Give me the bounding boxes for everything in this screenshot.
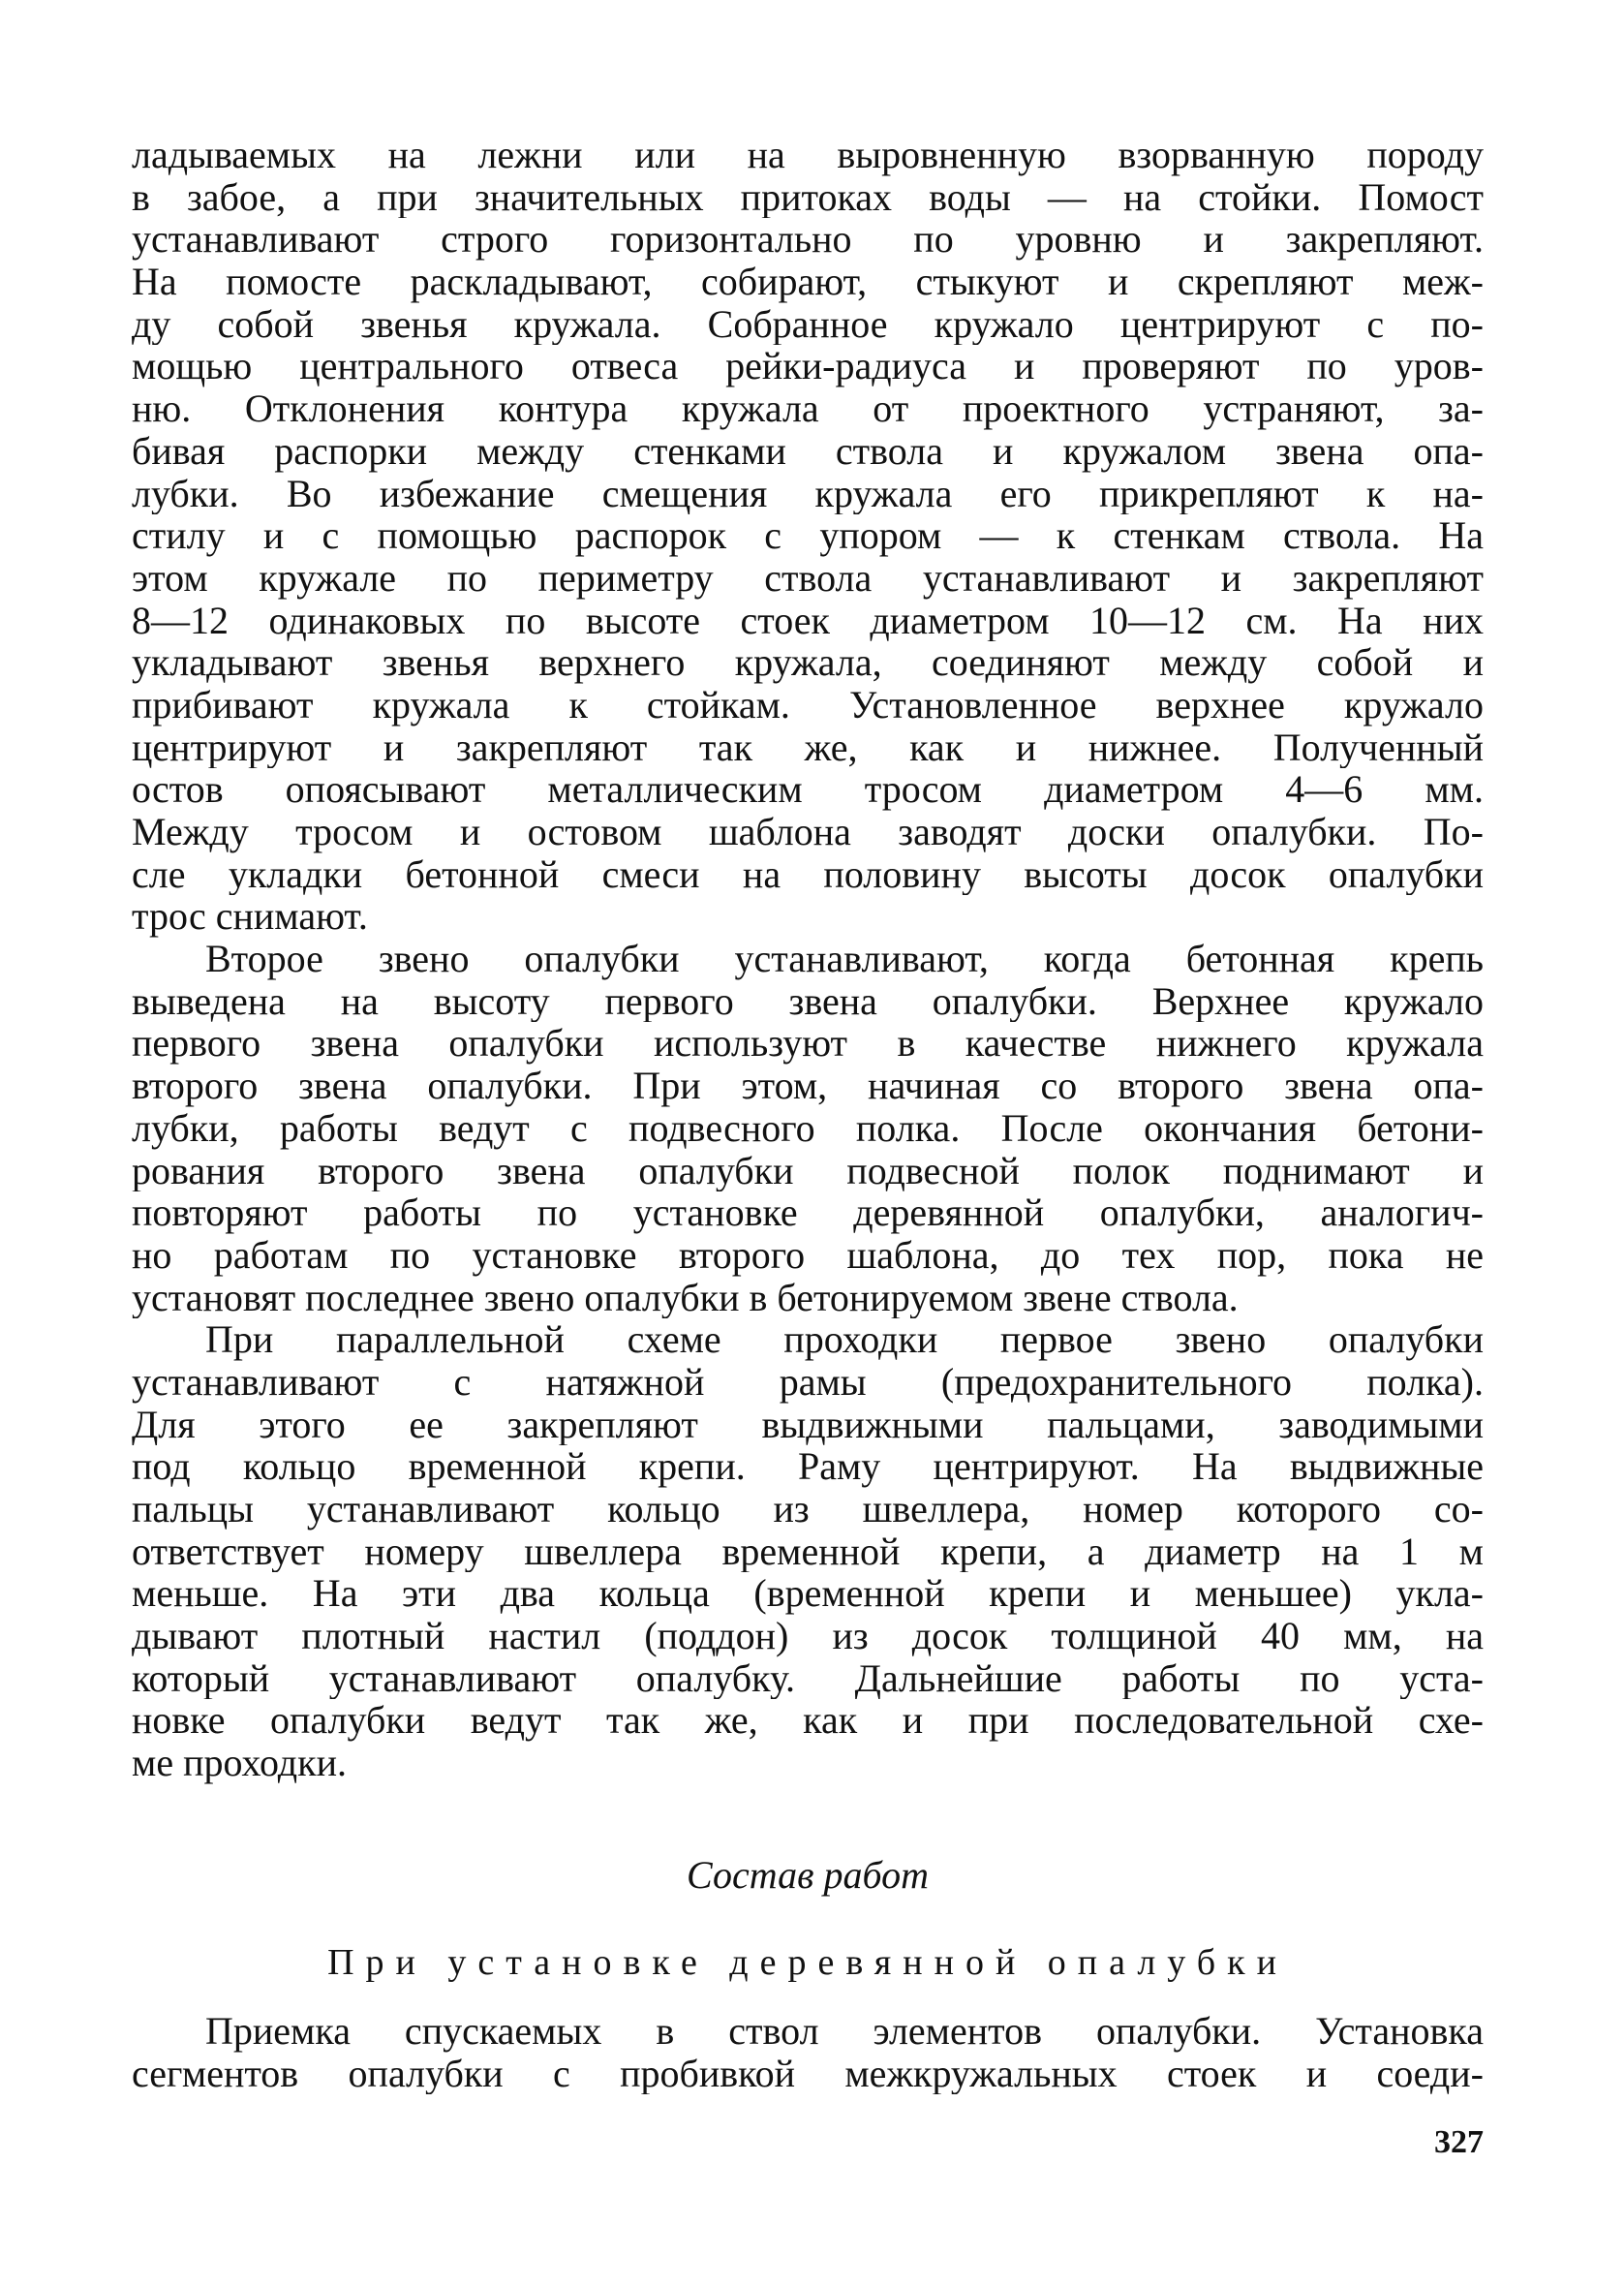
text-line: второго звена опалубки. При этом, начиная со второго звена опа- bbox=[132, 1065, 1484, 1107]
text-line: бивая распорки между стенками ствола и кружалом звена опа- bbox=[132, 429, 1484, 473]
text-line: мощью центрального отвеса рейки-радиуса и проверяют по уров- bbox=[132, 345, 1484, 388]
text-line: ню. Отклонения контура кружала от проектного устраняют, за- bbox=[132, 387, 1484, 430]
text-line: выведена на высоту первого звена опалубки. Верхнее кружало bbox=[132, 979, 1484, 1023]
paragraph bbox=[132, 938, 1484, 1318]
text-line: ладываемых на лежни или на выровненную взорванную породу bbox=[132, 134, 1484, 176]
text-line: устанавливают с натяжной рамы (предохранительного полка). bbox=[132, 1360, 1484, 1404]
text-line: в забое, а при значительных притоках воды — на стойки. Помост bbox=[132, 175, 1484, 219]
text-line: ду собой звенья кружала. Собранное кружало центрируют с по- bbox=[132, 302, 1484, 346]
text-line: меньше. На эти два кольца (временной крепи и меньшее) укла- bbox=[132, 1572, 1484, 1616]
text-line: установят последнее звено опалубки в бетонируемом звене ствола. bbox=[132, 1276, 1239, 1319]
text-line: под кольцо временной крепи. Раму центрируют. На выдвижные bbox=[132, 1445, 1484, 1488]
paragraph bbox=[132, 1318, 1484, 1784]
text-line: дывают плотный настил (поддон) из досок толщиной 40 мм, на bbox=[132, 1615, 1484, 1657]
text-line: рования второго звена опалубки подвесной полок поднимают и bbox=[132, 1149, 1484, 1192]
text-line: пальцы устанавливают кольцо из швеллера, номер которого со- bbox=[132, 1488, 1484, 1530]
subsection-heading: При установке деревянной опалубки bbox=[327, 1942, 1288, 1983]
text-line: новке опалубки ведут так же, как и при последовательной схе- bbox=[132, 1699, 1484, 1743]
text-line: повторяют работы по установке деревянной опалубки, аналогич- bbox=[132, 1191, 1484, 1234]
text-line: но работам по установке второго шаблона, до тех пор, пока не bbox=[132, 1233, 1484, 1277]
text-line: ответствует номеру швеллера временной крепи, а диаметр на 1 м bbox=[132, 1530, 1484, 1573]
text-line: Между тросом и остовом шаблона заводят доски опалубки. По- bbox=[132, 811, 1484, 853]
text-line: сегментов опалубки с пробивкой межкружальных стоек и соеди- bbox=[132, 2052, 1484, 2095]
text-line: лубки, работы ведут с подвесного полка. После окончания бетони- bbox=[132, 1106, 1484, 1150]
text-line: лубки. Во избежание смещения кружала его прикрепляют к на- bbox=[132, 472, 1484, 515]
text-line: Второе звено опалубки устанавливают, когда бетонная крепь bbox=[205, 938, 1484, 980]
text-line: На помосте раскладывают, собирают, стыкуют и скрепляют меж- bbox=[132, 261, 1484, 303]
text-line: стилу и с помощью распорок с упором — к стенкам ствола. На bbox=[132, 514, 1484, 557]
paragraph bbox=[132, 134, 1484, 938]
text-line: ме проходки. bbox=[132, 1742, 347, 1784]
text-line: остов опоясывают металлическим тросом диаметром 4—6 мм. bbox=[132, 768, 1484, 811]
text-line: прибивают кружала к стойкам. Установленное верхнее кружало bbox=[132, 683, 1484, 727]
text-line: укладывают звенья верхнего кружала, соединяют между собой и bbox=[132, 641, 1484, 684]
text-line: Приемка спускаемых в ствол элементов опалубки. Установка bbox=[205, 2010, 1484, 2053]
page-number: 327 bbox=[1434, 2124, 1484, 2160]
text-line: устанавливают строго горизонтально по уровню и закрепляют. bbox=[132, 218, 1484, 262]
section-heading: Состав работ bbox=[687, 1853, 929, 1897]
text-line: первого звена опалубки используют в качестве нижнего кружала bbox=[132, 1022, 1484, 1066]
text-line: центрируют и закрепляют так же, как и нижнее. Полученный bbox=[132, 726, 1484, 769]
body-text bbox=[132, 134, 1484, 1784]
text-line: который устанавливают опалубку. Дальнейшие работы по уста- bbox=[132, 1656, 1484, 1700]
text-line: При параллельной схеме проходки первое звено опалубки bbox=[205, 1318, 1484, 1361]
text-line: Для этого ее закрепляют выдвижными пальцами, заводимыми bbox=[132, 1403, 1484, 1446]
text-line: трос снимают. bbox=[132, 895, 368, 939]
tail-paragraph bbox=[132, 2010, 1484, 2094]
text-line: сле укладки бетонной смеси на половину высоты досок опалубки bbox=[132, 852, 1484, 896]
text-line: 8—12 одинаковых по высоте стоек диаметром 10—12 см. На них bbox=[132, 599, 1484, 642]
text-line: этом кружале по периметру ствола устанавливают и закрепляют bbox=[132, 556, 1484, 600]
